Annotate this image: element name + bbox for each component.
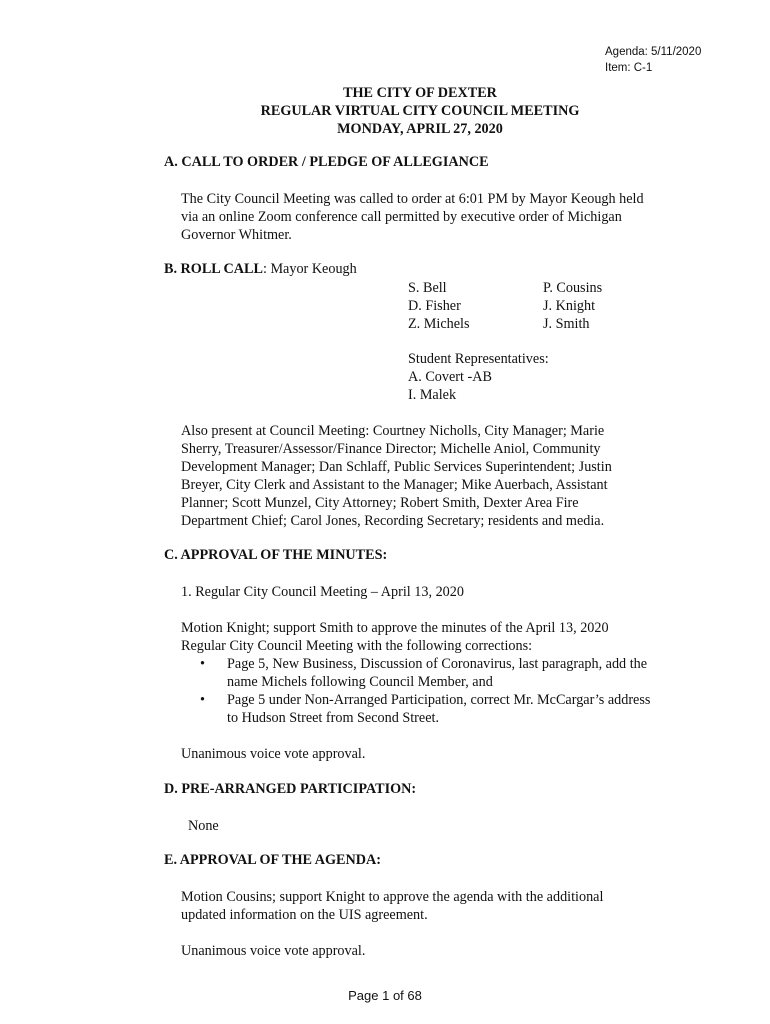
roll-call-column-1	[408, 279, 469, 333]
minutes-item-line: 1. Regular City Council Meeting – April 13, 2020	[181, 584, 464, 600]
section-a-line: The City Council Meeting was called to order at 6:01 PM by Mayor Keough held	[181, 191, 644, 207]
also-present-line: Also present at Council Meeting: Courtney Nicholls, City Manager; Marie	[181, 423, 605, 439]
minutes-motion	[181, 619, 691, 655]
section-a-line: Governor Whitmer.	[181, 227, 292, 243]
mayor-name: : Mayor Keough	[262, 261, 357, 277]
student-heading: Student Representatives:	[408, 351, 549, 367]
bullet-icon: •	[200, 656, 205, 672]
council-member: J. Smith	[543, 316, 590, 332]
corrections-list	[200, 655, 700, 727]
minutes-motion-line: Regular City Council Meeting with the following corrections:	[181, 638, 533, 654]
also-present-text	[181, 422, 691, 530]
council-member: J. Knight	[543, 298, 596, 314]
correction-line: Page 5 under Non-Arranged Participation, correct Mr. McCargar’s address	[227, 692, 651, 708]
student-name: A. Covert -AB	[408, 369, 492, 385]
section-a-heading: A. CALL TO ORDER / PLEDGE OF ALLEGIANCE	[164, 154, 489, 170]
section-c-heading: C. APPROVAL OF THE MINUTES:	[164, 547, 388, 563]
agenda-motion	[181, 888, 691, 924]
correction-line: Page 5, New Business, Discussion of Coronavirus, last paragraph, add the	[227, 656, 648, 672]
section-b-heading: B. ROLL CALL	[164, 261, 263, 277]
also-present-line: Sherry, Treasurer/Assessor/Finance Director; Michelle Aniol, Community	[181, 441, 601, 457]
title-line-3: MONDAY, APRIL 27, 2020	[337, 121, 503, 137]
agenda-header	[605, 44, 701, 76]
agenda-date: Agenda: 5/11/2020	[605, 46, 702, 58]
agenda-vote	[181, 942, 691, 960]
section-a-text	[181, 190, 691, 244]
page-number: Page 1 of 68	[348, 988, 422, 1003]
bullet-icon: •	[200, 692, 205, 708]
minutes-vote	[181, 745, 691, 763]
also-present-line: Development Manager; Dan Schlaff, Public Services Superintendent; Justin	[181, 459, 612, 475]
section-d-text	[188, 817, 698, 835]
title-line-1: THE CITY OF DEXTER	[343, 85, 497, 101]
list-item	[200, 655, 700, 691]
council-member: P. Cousins	[543, 280, 603, 296]
section-d-heading: D. PRE-ARRANGED PARTICIPATION:	[164, 781, 417, 797]
correction-line: to Hudson Street from Second Street.	[227, 710, 439, 726]
council-member: Z. Michels	[408, 316, 470, 332]
student-representatives	[408, 350, 549, 404]
student-name: I. Malek	[408, 387, 457, 403]
also-present-line: Planner; Scott Munzel, City Attorney; Robert Smith, Dexter Area Fire	[181, 495, 579, 511]
agenda-motion-line: Motion Cousins; support Knight to approve the agenda with the additional	[181, 889, 604, 905]
section-b-heading-row	[164, 261, 357, 278]
also-present-line: Breyer, City Clerk and Assistant to the Manager; Mike Auerbach, Assistant	[181, 477, 608, 493]
title-line-2: REGULAR VIRTUAL CITY COUNCIL MEETING	[260, 103, 580, 119]
document-title	[0, 84, 770, 138]
vote-result: Unanimous voice vote approval.	[181, 943, 366, 959]
agenda-item: Item: C-1	[605, 62, 653, 74]
correction-line: name Michels following Council Member, and	[227, 674, 493, 690]
section-a-line: via an online Zoom conference call permitted by executive order of Michigan	[181, 209, 622, 225]
minutes-motion-line: Motion Knight; support Smith to approve the minutes of the April 13, 2020	[181, 620, 609, 636]
participation-none: None	[188, 818, 219, 834]
roll-call-column-2	[543, 279, 602, 333]
council-member: D. Fisher	[408, 298, 461, 314]
agenda-motion-line: updated information on the UIS agreement.	[181, 907, 428, 923]
section-e-heading: E. APPROVAL OF THE AGENDA:	[164, 852, 381, 868]
minutes-item	[181, 583, 691, 601]
vote-result: Unanimous voice vote approval.	[181, 746, 366, 762]
council-member: S. Bell	[408, 280, 447, 296]
also-present-line: Department Chief; Carol Jones, Recording Secretary; residents and media.	[181, 513, 605, 529]
list-item	[200, 691, 700, 727]
